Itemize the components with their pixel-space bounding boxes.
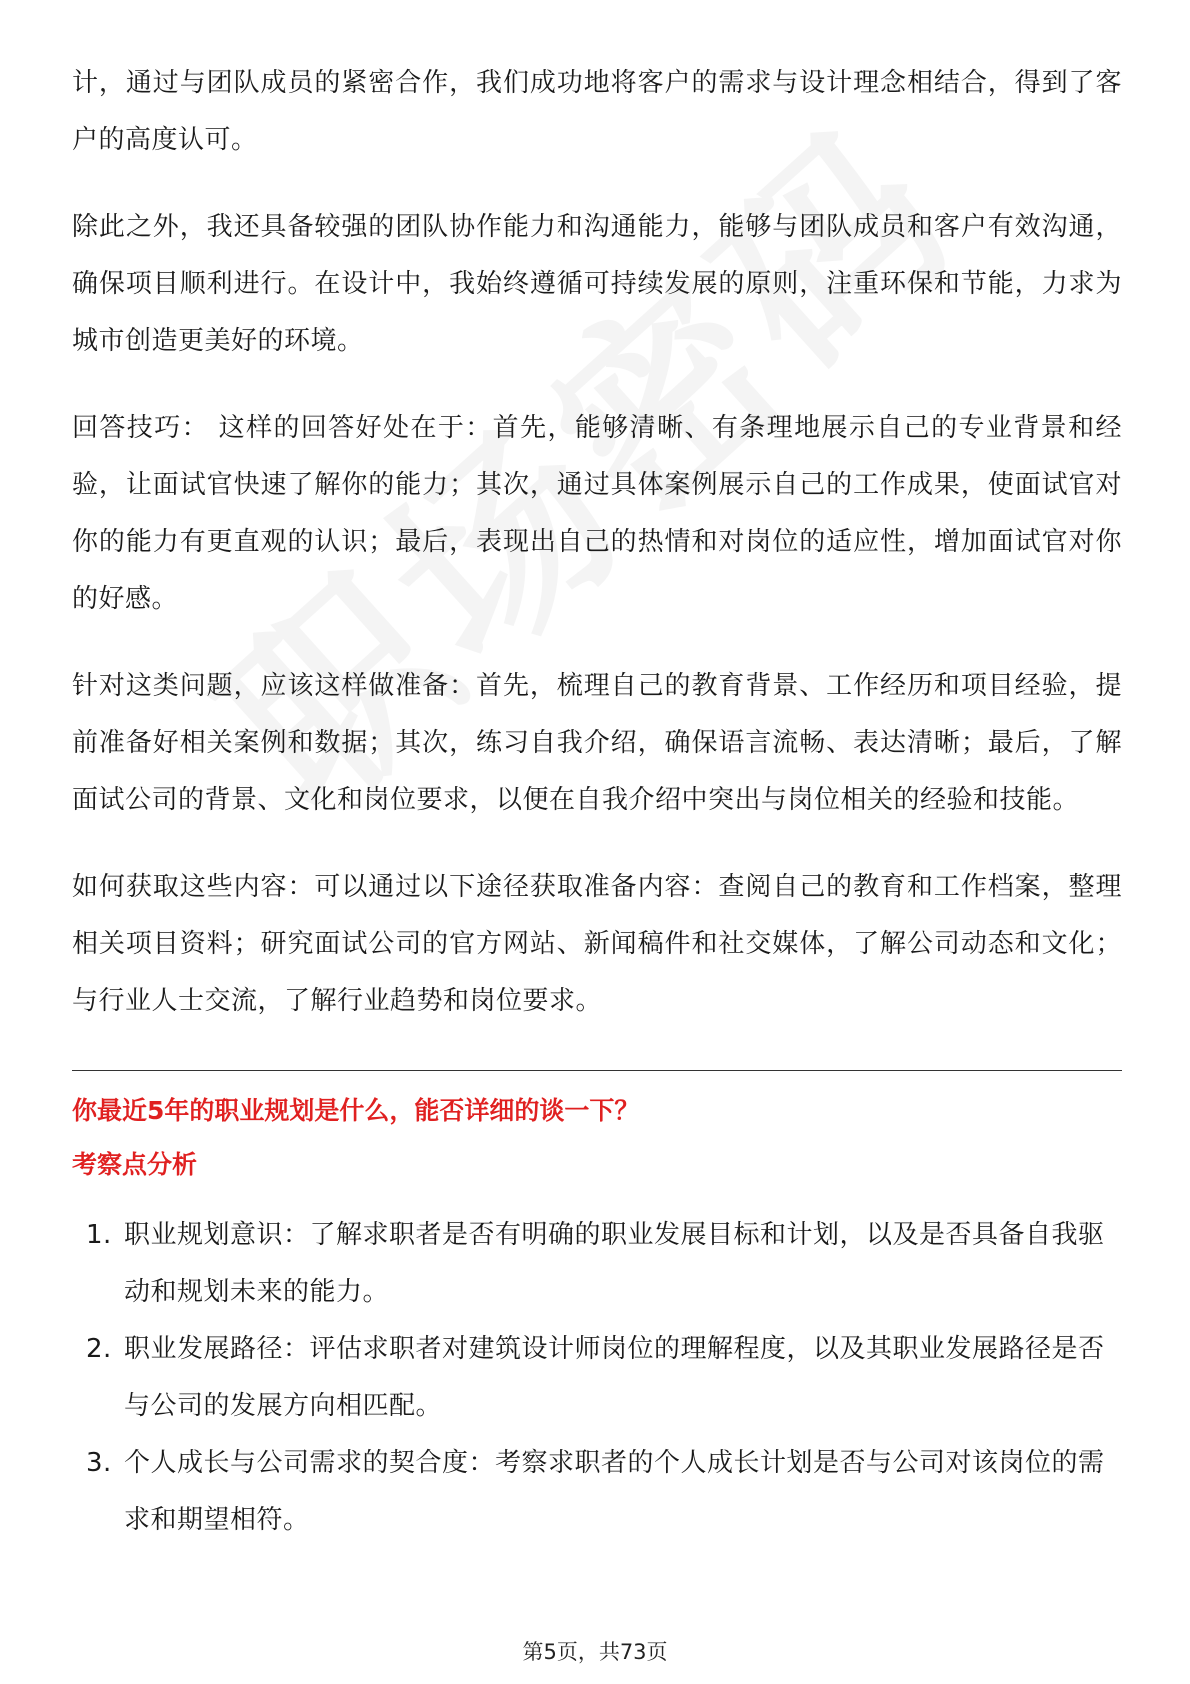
paragraph: 除此之外，我还具备较强的团队协作能力和沟通能力，能够与团队成员和客户有效沟通，确保项目顺利进行。在设计中，我始终遵循可持续发展的原则，注重环保和节能，力求为城市创造更美好的环境。 [72, 212, 1122, 356]
list-item [72, 1435, 1122, 1549]
page-footer: 第5页，共73页 [522, 1640, 668, 1664]
list-number: 3. [86, 1448, 112, 1478]
list-item [72, 1207, 1122, 1321]
paragraph: 如何获取这些内容：可以通过以下途径获取准备内容：查阅自己的教育和工作档案，整理相关项目资料；研究面试公司的官方网站、新闻稿件和社交媒体，了解公司动态和文化；与行业人士交流，了解行业趋势和岗位要求。 [72, 872, 1122, 1016]
question-title: 你最近5年的职业规划是什么，能否详细的谈一下？ [72, 1096, 640, 1125]
paragraph: 计，通过与团队成员的紧密合作，我们成功地将客户的需求与设计理念相结合，得到了客户的高度认可。 [72, 68, 1122, 155]
section-divider [72, 1070, 1122, 1071]
list-text: 职业发展路径：评估求职者对建筑设计师岗位的理解程度，以及其职业发展路径是否与公司的发展方向相匹配。 [124, 1334, 1105, 1421]
analysis-list [72, 1207, 1122, 1549]
list-number: 2. [86, 1334, 112, 1364]
document-body [72, 55, 1122, 1549]
analysis-subtitle: 考察点分析 [72, 1150, 198, 1179]
list-item [72, 1321, 1122, 1435]
list-text: 职业规划意识：了解求职者是否有明确的职业发展目标和计划，以及是否具备自我驱动和规划未来的能力。 [124, 1220, 1105, 1307]
list-text: 个人成长与公司需求的契合度：考察求职者的个人成长计划是否与公司对该岗位的需求和期望相符。 [124, 1448, 1105, 1535]
paragraph: 针对这类问题，应该这样做准备：首先，梳理自己的教育背景、工作经历和项目经验，提前准备好相关案例和数据；其次，练习自我介绍，确保语言流畅、表达清晰；最后，了解面试公司的背景、文化和岗位要求，以便在自我介绍中突出与岗位相关的经验和技能。 [72, 671, 1122, 815]
paragraph: 回答技巧： 这样的回答好处在于：首先，能够清晰、有条理地展示自己的专业背景和经验，让面试官快速了解你的能力；其次，通过具体案例展示自己的工作成果，使面试官对你的能力有更直观的认识；最后，表现出自己的热情和对岗位的适应性，增加面试官对你的好感。 [72, 413, 1122, 614]
list-number: 1. [86, 1220, 112, 1250]
